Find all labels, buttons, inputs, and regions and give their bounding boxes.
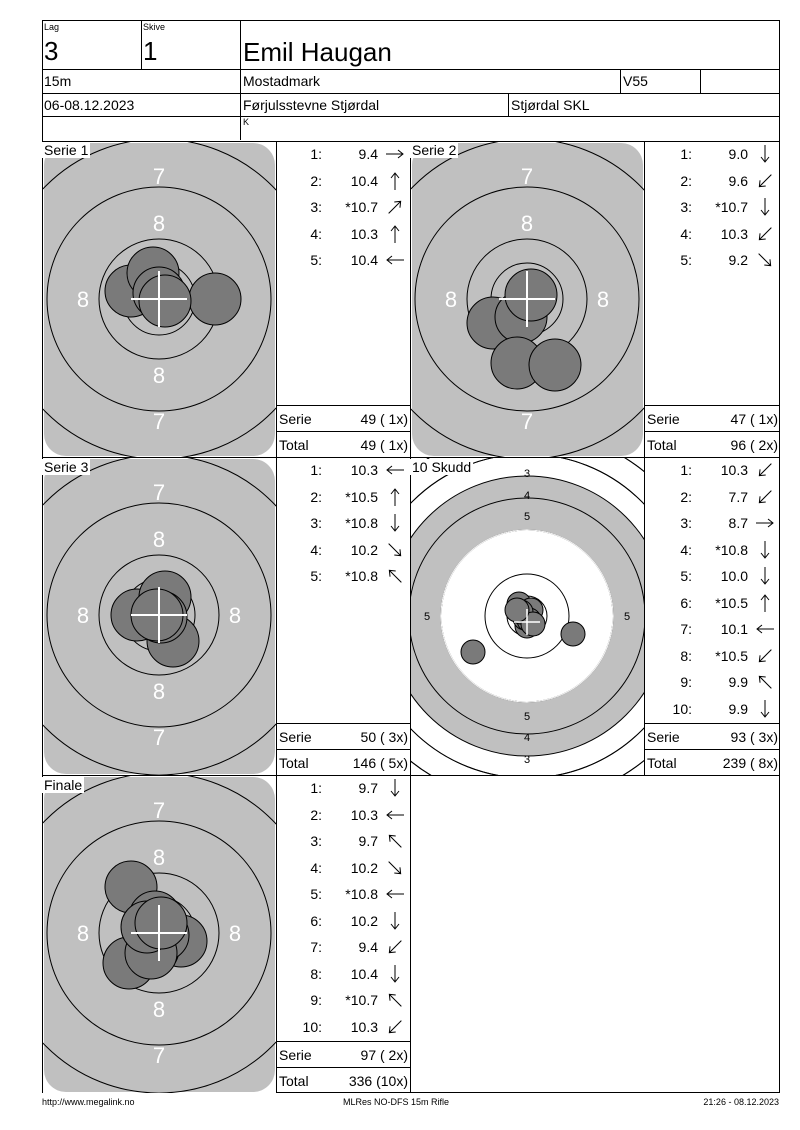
direction-arrow-icon	[382, 1014, 408, 1040]
shot-row	[645, 616, 780, 642]
shot-score: 10.3	[350, 462, 378, 478]
shot-number: 3:	[310, 833, 322, 849]
shot-row	[277, 484, 410, 510]
venue: Mostadmark	[243, 73, 321, 89]
shot-score: *10.8	[345, 886, 378, 902]
footer-timestamp: 21:26 - 08.12.2023	[703, 1097, 779, 1107]
shot-score: *10.5	[715, 594, 748, 611]
shot-score: 10.1	[720, 621, 748, 637]
shot-number: 4:	[310, 225, 322, 242]
total-summary	[277, 749, 410, 776]
ring-number: 7	[152, 409, 166, 434]
total-summary	[645, 749, 780, 776]
shot-number: 4:	[310, 859, 322, 876]
ring-number: 8	[228, 921, 242, 946]
shot-number: 6:	[310, 912, 322, 929]
divider	[42, 69, 780, 70]
direction-arrow-icon	[752, 141, 778, 167]
serie-summary	[277, 1041, 410, 1068]
shot-score: 10.3	[720, 462, 748, 478]
direction-arrow-icon	[382, 141, 408, 167]
shot-number: 5:	[680, 568, 692, 584]
target-finale	[43, 776, 276, 1093]
serie-label: Serie	[279, 411, 312, 427]
shot-number: 5:	[680, 252, 692, 268]
shot-score: 9.4	[358, 939, 378, 955]
ring-number: 8	[596, 287, 610, 312]
ring-number: 8	[523, 647, 531, 659]
ring-number: 7	[523, 554, 531, 566]
shot-number: 7:	[680, 621, 692, 637]
ring-number: 7	[466, 611, 474, 623]
ring-number: 7	[580, 611, 588, 623]
panel-title-10-skudd: 10 Skudd	[412, 459, 472, 475]
total-summary	[277, 431, 410, 458]
shot-list-10-skudd	[645, 457, 780, 775]
direction-arrow-icon	[382, 194, 408, 220]
divider	[42, 116, 780, 117]
shot-row	[645, 247, 780, 273]
ring-number: 8	[76, 603, 90, 628]
ring-number: 6	[601, 611, 609, 623]
ring-number: 7	[152, 798, 166, 823]
direction-arrow-icon	[752, 643, 778, 669]
divider	[42, 93, 780, 94]
shot-score: 10.2	[350, 541, 378, 558]
ring-number: 5	[423, 611, 431, 623]
ring-number: 7	[520, 164, 534, 189]
divider	[240, 20, 241, 140]
shot-row	[277, 908, 410, 934]
shot-score: *10.8	[345, 515, 378, 531]
shot-number: 9:	[310, 992, 322, 1008]
shot-number: 1:	[310, 462, 322, 478]
shot-score: 7.7	[728, 488, 748, 505]
ring-number: 8	[487, 611, 495, 623]
serie-label: Serie	[647, 411, 680, 427]
ring-number: 8	[523, 575, 531, 587]
event-name: Førjulsstevne Stjørdal	[243, 97, 380, 113]
shot-score: 8.7	[728, 515, 748, 531]
panel-title-serie-2: Serie 2	[412, 142, 457, 158]
direction-arrow-icon	[752, 616, 778, 642]
ring-number: 5	[623, 611, 631, 623]
target-serie-3	[43, 458, 276, 775]
ring-number: 8	[152, 363, 166, 388]
shot-score: 10.4	[350, 252, 378, 268]
serie-label: Serie	[647, 729, 680, 745]
shot-hole	[505, 269, 557, 321]
shot-score: *10.7	[345, 992, 378, 1008]
panel-title-serie-3: Serie 3	[44, 459, 89, 475]
ring-number: 5	[523, 711, 531, 723]
direction-arrow-icon	[382, 221, 408, 247]
class: V55	[623, 73, 648, 89]
direction-arrow-icon	[382, 563, 408, 589]
shot-row	[277, 961, 410, 987]
shot-number: 10:	[672, 700, 692, 717]
shot-hole	[529, 339, 581, 391]
direction-arrow-icon	[752, 194, 778, 220]
shot-row	[277, 141, 410, 167]
shot-row	[645, 696, 780, 722]
shot-row	[277, 934, 410, 960]
shot-score: 9.0	[728, 146, 748, 162]
shot-row	[645, 563, 780, 589]
serie-value: 47 ( 1x)	[730, 411, 778, 427]
direction-arrow-icon	[752, 221, 778, 247]
shot-row	[645, 194, 780, 220]
skive-value: 1	[143, 36, 158, 66]
ring-number: 8	[152, 211, 166, 236]
shot-list-finale	[277, 775, 410, 1093]
shot-number: 7:	[310, 939, 322, 955]
shot-row	[277, 510, 410, 536]
shot-score: *10.7	[715, 199, 748, 215]
divider	[508, 93, 509, 116]
total-value: 239 ( 8x)	[722, 755, 778, 771]
club-name: Stjørdal SKL	[511, 97, 590, 113]
ring-number: 8	[152, 679, 166, 704]
total-value: 96 ( 2x)	[730, 437, 778, 453]
shot-hole	[135, 897, 187, 949]
direction-arrow-icon	[382, 855, 408, 881]
shot-number: 1:	[310, 780, 322, 796]
shot-number: 10:	[302, 1018, 322, 1035]
target-serie-1	[43, 142, 276, 457]
ring-number: 8	[152, 527, 166, 552]
shot-number: 8:	[680, 647, 692, 664]
shot-score: 9.6	[728, 172, 748, 189]
shot-row	[645, 141, 780, 167]
shot-score: 9.9	[728, 700, 748, 717]
total-label: Total	[647, 437, 677, 453]
shot-row	[277, 802, 410, 828]
shot-row	[645, 484, 780, 510]
shot-score: 9.4	[358, 146, 378, 162]
ring-number: 7	[152, 480, 166, 505]
serie-label: Serie	[279, 1047, 312, 1063]
direction-arrow-icon	[382, 987, 408, 1013]
shot-score: 10.0	[720, 568, 748, 584]
total-summary	[645, 431, 780, 458]
shot-score: 10.4	[350, 965, 378, 982]
shot-number: 2:	[310, 172, 322, 189]
shot-list-serie-1	[277, 141, 410, 457]
direction-arrow-icon	[752, 590, 778, 616]
direction-arrow-icon	[752, 510, 778, 536]
shot-number: 3:	[310, 199, 322, 215]
ring-number: 3	[523, 754, 531, 766]
direction-arrow-icon	[382, 828, 408, 854]
ring-number: 7	[152, 725, 166, 750]
serie-value: 93 ( 3x)	[730, 729, 778, 745]
total-label: Total	[279, 1073, 309, 1089]
shot-row	[277, 168, 410, 194]
serie-summary	[645, 723, 780, 750]
lag-value: 3	[44, 36, 59, 66]
shot-row	[277, 1014, 410, 1040]
shot-row	[277, 881, 410, 907]
shot-number: 4:	[310, 541, 322, 558]
ring-number: 5	[523, 511, 531, 523]
shot-list-serie-2	[645, 141, 780, 457]
shot-score: 10.3	[350, 225, 378, 242]
serie-value: 50 ( 3x)	[360, 729, 408, 745]
shot-row	[645, 510, 780, 536]
distance: 15m	[44, 73, 72, 89]
shot-score: *10.5	[715, 647, 748, 664]
shot-score: 9.2	[728, 252, 748, 268]
direction-arrow-icon	[382, 934, 408, 960]
direction-arrow-icon	[382, 881, 408, 907]
shot-hole	[505, 598, 529, 622]
total-value: 146 ( 5x)	[352, 755, 408, 771]
shot-hole	[461, 640, 485, 664]
shot-hole	[561, 622, 585, 646]
k-label: K	[243, 117, 250, 127]
shooter-name: Emil Haugan	[243, 37, 392, 67]
shot-score: *10.7	[345, 199, 378, 215]
shot-hole	[139, 275, 191, 327]
ring-number: 4	[523, 732, 531, 744]
shot-number: 4:	[680, 225, 692, 242]
shot-number: 2:	[310, 806, 322, 823]
ring-number: 8	[520, 211, 534, 236]
shot-row	[645, 590, 780, 616]
shot-row	[645, 457, 780, 483]
lag-label: Lag	[44, 22, 60, 32]
ring-number: 8	[228, 603, 242, 628]
total-label: Total	[279, 437, 309, 453]
shot-number: 5:	[310, 886, 322, 902]
total-summary	[277, 1067, 410, 1094]
direction-arrow-icon	[382, 484, 408, 510]
serie-summary	[645, 405, 780, 432]
direction-arrow-icon	[752, 696, 778, 722]
shot-list-serie-3	[277, 457, 410, 775]
shot-number: 3:	[680, 199, 692, 215]
shot-score: 10.3	[720, 225, 748, 242]
shot-score: *10.8	[715, 541, 748, 558]
shot-number: 2:	[680, 488, 692, 505]
ring-number: 6	[445, 611, 453, 623]
direction-arrow-icon	[752, 457, 778, 483]
shot-row	[277, 221, 410, 247]
shot-number: 5:	[310, 252, 322, 268]
ring-number: 8	[444, 287, 458, 312]
serie-value: 49 ( 1x)	[360, 411, 408, 427]
shot-number: 3:	[310, 515, 322, 531]
divider	[620, 69, 621, 93]
direction-arrow-icon	[382, 802, 408, 828]
ring-number: 3	[523, 468, 531, 480]
shot-number: 8:	[310, 965, 322, 982]
shot-score: *10.8	[345, 568, 378, 584]
shot-score: 10.4	[350, 172, 378, 189]
ring-number: 8	[559, 611, 567, 623]
direction-arrow-icon	[752, 537, 778, 563]
total-value: 336 (10x)	[348, 1073, 408, 1089]
direction-arrow-icon	[382, 537, 408, 563]
total-value: 49 ( 1x)	[360, 437, 408, 453]
ring-number: 8	[152, 997, 166, 1022]
shot-row	[277, 828, 410, 854]
ring-number: 6	[523, 689, 531, 701]
footer-url[interactable]: http://www.megalink.no	[42, 1097, 135, 1107]
serie-label: Serie	[279, 729, 312, 745]
shot-number: 6:	[680, 594, 692, 611]
divider	[141, 20, 142, 69]
shot-row	[277, 855, 410, 881]
shot-number: 1:	[310, 146, 322, 162]
panel-title-finale: Finale	[44, 777, 83, 793]
skive-label: Skive	[143, 22, 166, 32]
direction-arrow-icon	[382, 457, 408, 483]
direction-arrow-icon	[752, 669, 778, 695]
shot-row	[645, 221, 780, 247]
direction-arrow-icon	[752, 563, 778, 589]
direction-arrow-icon	[752, 168, 778, 194]
target-serie-2	[411, 142, 644, 457]
shot-number: 2:	[310, 488, 322, 505]
shot-number: 2:	[680, 172, 692, 189]
footer-program: MLRes NO-DFS 15m Rifle	[343, 1097, 450, 1107]
serie-value: 97 ( 2x)	[360, 1047, 408, 1063]
ring-number: 7	[520, 409, 534, 434]
shot-score: *10.5	[345, 488, 378, 505]
direction-arrow-icon	[752, 484, 778, 510]
shot-number: 4:	[680, 541, 692, 558]
ring-number: 8	[152, 845, 166, 870]
ring-number: 8	[76, 921, 90, 946]
shot-hole	[189, 273, 241, 325]
panel-title-serie-1: Serie 1	[44, 142, 89, 158]
target-10-skudd	[411, 458, 644, 775]
shot-score: 10.2	[350, 912, 378, 929]
ring-number: 7	[523, 668, 531, 680]
ring-number: 6	[523, 533, 531, 545]
ring-number: 7	[152, 164, 166, 189]
shot-number: 1:	[680, 462, 692, 478]
shot-row	[645, 669, 780, 695]
shot-row	[277, 457, 410, 483]
direction-arrow-icon	[382, 510, 408, 536]
direction-arrow-icon	[382, 168, 408, 194]
ring-number: 4	[523, 490, 531, 502]
direction-arrow-icon	[752, 247, 778, 273]
total-label: Total	[647, 755, 677, 771]
shot-number: 5:	[310, 568, 322, 584]
shot-number: 3:	[680, 515, 692, 531]
shot-row	[277, 247, 410, 273]
shot-row	[277, 987, 410, 1013]
shot-number: 9:	[680, 674, 692, 690]
direction-arrow-icon	[382, 961, 408, 987]
serie-summary	[277, 723, 410, 750]
shot-score: 9.7	[358, 780, 378, 796]
shot-row	[277, 537, 410, 563]
dates: 06-08.12.2023	[44, 97, 135, 113]
shot-score: 9.7	[358, 833, 378, 849]
ring-number: 7	[152, 1043, 166, 1068]
direction-arrow-icon	[382, 908, 408, 934]
shot-row	[277, 194, 410, 220]
direction-arrow-icon	[382, 775, 408, 801]
shot-row	[277, 563, 410, 589]
divider	[700, 69, 701, 93]
ring-number: 8	[76, 287, 90, 312]
shot-score: 10.3	[350, 1018, 378, 1035]
total-label: Total	[279, 755, 309, 771]
shot-score: 9.9	[728, 674, 748, 690]
shot-row	[645, 537, 780, 563]
serie-summary	[277, 405, 410, 432]
shot-row	[277, 775, 410, 801]
direction-arrow-icon	[382, 247, 408, 273]
shot-row	[645, 168, 780, 194]
shot-score: 10.2	[350, 859, 378, 876]
shot-number: 1:	[680, 146, 692, 162]
shot-score: 10.3	[350, 806, 378, 823]
shot-row	[645, 643, 780, 669]
